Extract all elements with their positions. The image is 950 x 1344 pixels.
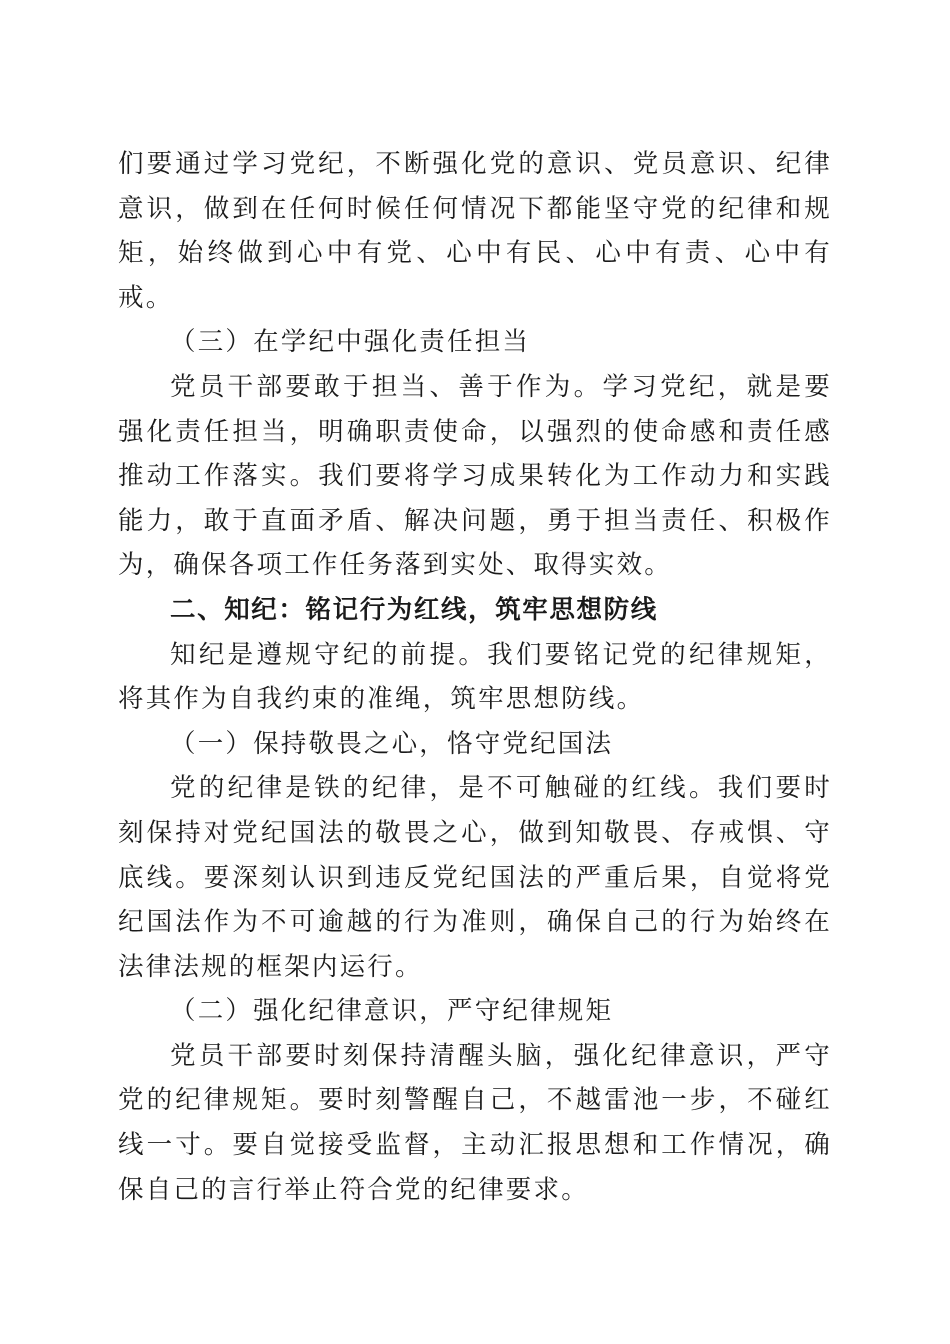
paragraph-responsibility: 党员干部要敢于担当、善于作为。学习党纪，就是要强化责任担当，明确职责使命，以强烈的使命感和责任感推动工作落实。我们要将学习成果转化为工作动力和实践能力，敢于直面矛盾、解决问题，勇于担当责任、积极作为，确保各项工作任务落到实处、取得实效。 bbox=[118, 371, 832, 581]
paragraph-continuation: 们要通过学习党纪，不断强化党的意识、党员意识、纪律意识，做到在任何时候任何情况下都能坚守党的纪律和规矩，始终做到心中有党、心中有民、心中有责、心中有戒。 bbox=[118, 149, 832, 313]
paragraph-awe: 党的纪律是铁的纪律，是不可触碰的红线。我们要时刻保持对党纪国法的敬畏之心，做到知敬畏、存戒惧、守底线。要深刻认识到违反党纪国法的严重后果，自觉将党纪国法作为不可逾越的行为准则，确保自己的行为始终在法律法规的框架内运行。 bbox=[118, 773, 832, 982]
paragraph-discipline-awareness: 党员干部要时刻保持清醒头脑，强化纪律意识，严守党的纪律规矩。要时刻警醒自己，不越雷池一步，不碰红线一寸。要自觉接受监督，主动汇报思想和工作情况，确保自己的言行举止符合党的纪律要求。 bbox=[118, 1040, 832, 1205]
subheading-responsibility: （三）在学纪中强化责任担当 bbox=[170, 327, 531, 358]
document-body bbox=[118, 142, 832, 1212]
subheading-discipline-awareness: （二）强化纪律意识，严守纪律规矩 bbox=[170, 996, 614, 1027]
section-heading-know-discipline: 二、知纪：铭记行为红线，筑牢思想防线 bbox=[170, 594, 658, 625]
paragraph-know-discipline-intro: 知纪是遵规守纪的前提。我们要铭记党的纪律规矩，将其作为自我约束的准绳，筑牢思想防线。 bbox=[118, 639, 832, 715]
subheading-awe: （一）保持敬畏之心，恪守党纪国法 bbox=[170, 728, 614, 759]
